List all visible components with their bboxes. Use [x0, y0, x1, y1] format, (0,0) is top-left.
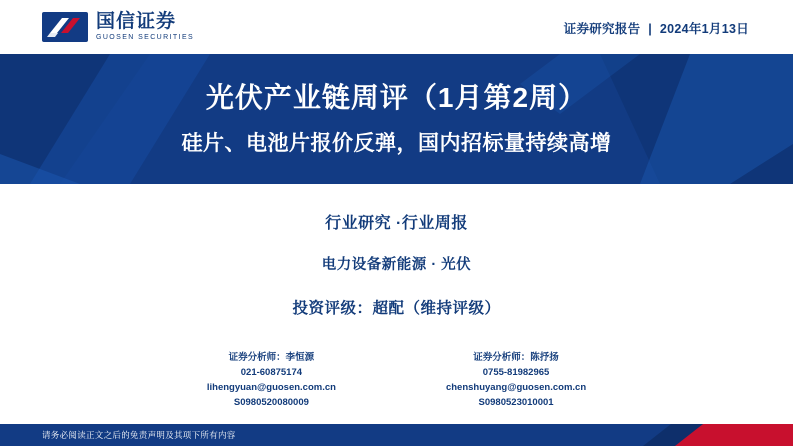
analyst-email: lihengyuan@guosen.com.cn: [206, 382, 336, 393]
category-line: 行业研究 ·行业周报: [325, 215, 468, 232]
analyst-phone: 021-60875174: [240, 367, 303, 378]
brand-name-en: GUOSEN SECURITIES: [96, 33, 195, 41]
guosen-logo-icon: [42, 12, 88, 42]
page-subtitle: 硅片、电池片报价反弹，国内招标量持续高增: [181, 132, 612, 155]
analyst-email: chenshuyang@guosen.com.cn: [445, 382, 587, 393]
header-bar: [0, 0, 793, 54]
report-meta-separator: |: [648, 22, 653, 36]
analyst-card: [207, 350, 336, 410]
analyst-license: S0980520080009: [233, 397, 309, 408]
rating-line: 投资评级：超配（维持评级）: [292, 300, 501, 317]
footer-decoration: [643, 424, 793, 446]
analyst-name: 证券分析师：陈抒扬: [473, 352, 559, 363]
brand-name-cn: 国信证券: [96, 10, 177, 32]
report-date: 2024年1月13日: [659, 22, 749, 36]
footer-bar: [0, 424, 793, 446]
analyst-card: [446, 350, 586, 410]
sector-line: 电力设备新能源 · 光伏: [321, 257, 472, 273]
analyst-name: 证券分析师：李恒源: [228, 352, 315, 363]
report-meta: [564, 19, 749, 37]
title-band: [0, 54, 793, 184]
report-type-label: 证券研究报告: [563, 22, 641, 36]
body-area: [0, 184, 793, 424]
page-title: 光伏产业链周评（1月第2周）: [205, 82, 588, 113]
footer-disclaimer: 请务必阅读正文之后的免责声明及其项下所有内容: [42, 430, 236, 440]
analyst-list: [0, 350, 793, 410]
analyst-phone: 0755-81982965: [482, 367, 550, 378]
analyst-license: S0980523010001: [478, 397, 554, 408]
brand-logo: [42, 12, 194, 43]
brand-logo-text: [96, 12, 194, 43]
